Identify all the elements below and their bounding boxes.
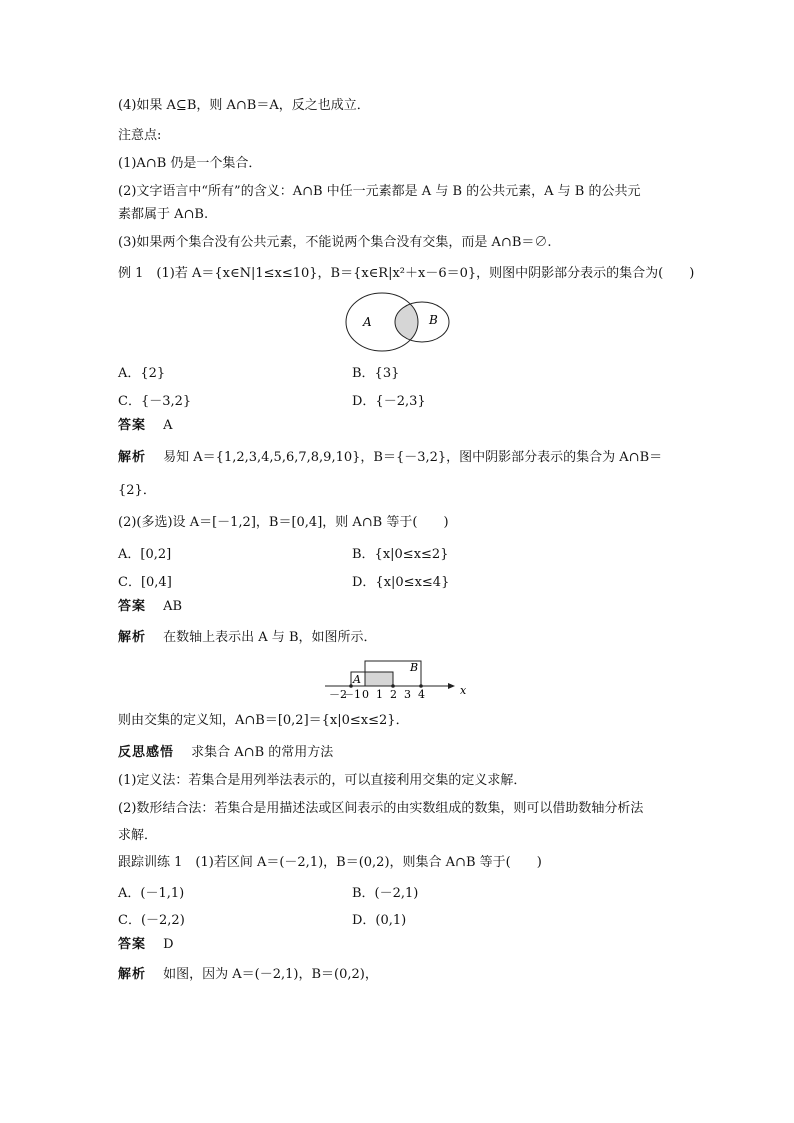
q1-answer [118, 418, 173, 434]
q2-analysis [118, 630, 377, 646]
answer-label: 答案 [118, 418, 147, 433]
q2-option-d: D．{x|0≤x≤4} [352, 575, 450, 590]
reflection-title: 反思感悟 [118, 745, 175, 760]
practice-option-a: A．(－1,1) [118, 886, 185, 901]
q2-option-a: A．[0,2] [118, 547, 172, 562]
numberline-label-a: A [353, 673, 361, 686]
analysis-label: 解析 [118, 630, 147, 645]
answer-value: AB [163, 599, 183, 614]
text-line-notes-heading: 注意点: [118, 128, 162, 143]
practice1-stem: 跟踪训练 1 (1)若区间 A＝(－2,1)，B＝(0,2)，则集合 A∩B 等于( ) [118, 855, 542, 870]
text-line-note2a: (2)文字语言中“所有”的含义：A∩B 中任一元素都是 A 与 B 的公共元素，A 与 B 的公共元 [118, 184, 641, 199]
overlap-shade [365, 672, 393, 686]
tick-label: 0 [362, 688, 369, 700]
text-line-note1: (1)A∩B 仍是一个集合． [118, 156, 262, 171]
practice-option-d: D．(0,1) [352, 913, 407, 928]
reflection-method2b: 求解． [118, 828, 158, 843]
q2-option-c: C．[0,4] [118, 575, 172, 590]
venn-label-b: B [429, 313, 438, 327]
analysis-text: 在数轴上表示出 A 与 B，如图所示． [163, 630, 377, 645]
tick-label: －1 [343, 688, 361, 700]
analysis-text: 如图，因为 A＝(－2,1)，B＝(0,2)， [163, 967, 378, 982]
tick-label: 4 [418, 688, 425, 700]
answer-label: 答案 [118, 599, 147, 614]
q1-analysis-cont: {2}． [118, 483, 156, 498]
analysis-text: 易知 A＝{1,2,3,4,5,6,7,8,9,10}，B＝{－3,2}，图中阴影部分表示的集合为 A∩B＝ [163, 450, 663, 465]
text-line-note2b: 素都属于 A∩B. [118, 207, 209, 222]
analysis-label: 解析 [118, 967, 147, 982]
q1-analysis [118, 450, 662, 466]
q1-option-c: C．{－3,2} [118, 394, 192, 409]
answer-value: A [163, 418, 173, 433]
numberline-label-b: B [410, 661, 419, 674]
q1-option-b: B．{3} [352, 366, 400, 381]
q2-option-b: B．{x|0≤x≤2} [352, 547, 449, 562]
q1-option-a: A．{2} [118, 366, 166, 381]
text-line-property4: (4)如果 A⊆B，则 A∩B＝A，反之也成立． [118, 98, 370, 113]
tick-label: 3 [404, 688, 411, 700]
tick-label: －2 [329, 688, 347, 700]
practice-option-b: B．(－2,1) [352, 886, 419, 901]
answer-value: D [163, 937, 174, 952]
venn-label-a: A [363, 315, 372, 329]
q1-option-d: D．{－2,3} [352, 394, 426, 409]
reflection-subtitle: 求集合 A∩B 的常用方法 [191, 745, 334, 760]
analysis-label: 解析 [118, 450, 147, 465]
tick-label: 1 [376, 688, 383, 700]
q2-stem: (2)(多选)设 A＝[－1,2]，B＝[0,4]，则 A∩B 等于( ) [118, 515, 449, 530]
practice-option-c: C．(－2,2) [118, 913, 185, 928]
axis-arrow [448, 683, 455, 689]
example1-stem: 例 1 (1)若 A＝{x∈N|1≤x≤10}，B＝{x∈R|x²＋x－6＝0}，则图中阴影部分表示的集合为( ) [118, 266, 695, 281]
answer-label: 答案 [118, 937, 147, 952]
q2-analysis-conclusion: 则由交集的定义知，A∩B＝[0,2]＝{x|0≤x≤2}． [118, 713, 409, 728]
practice-answer [118, 937, 174, 953]
q2-answer [118, 599, 182, 615]
text-line-note3: (3)如果两个集合没有公共元素，不能说两个集合没有交集，而是 A∩B＝∅. [118, 235, 552, 250]
practice-analysis [118, 967, 378, 983]
number-line-diagram [325, 656, 475, 700]
venn-diagram [343, 290, 453, 354]
reflection-method2a: (2)数形结合法：若集合是用描述法或区间表示的由实数组成的数集，则可以借助数轴分析法 [118, 801, 644, 816]
reflection-method1: (1)定义法：若集合是用列举法表示的，可以直接利用交集的定义求解． [118, 773, 527, 788]
tick-label: 2 [390, 688, 397, 700]
axis-label-x: x [460, 684, 467, 697]
reflection-heading [118, 745, 333, 761]
